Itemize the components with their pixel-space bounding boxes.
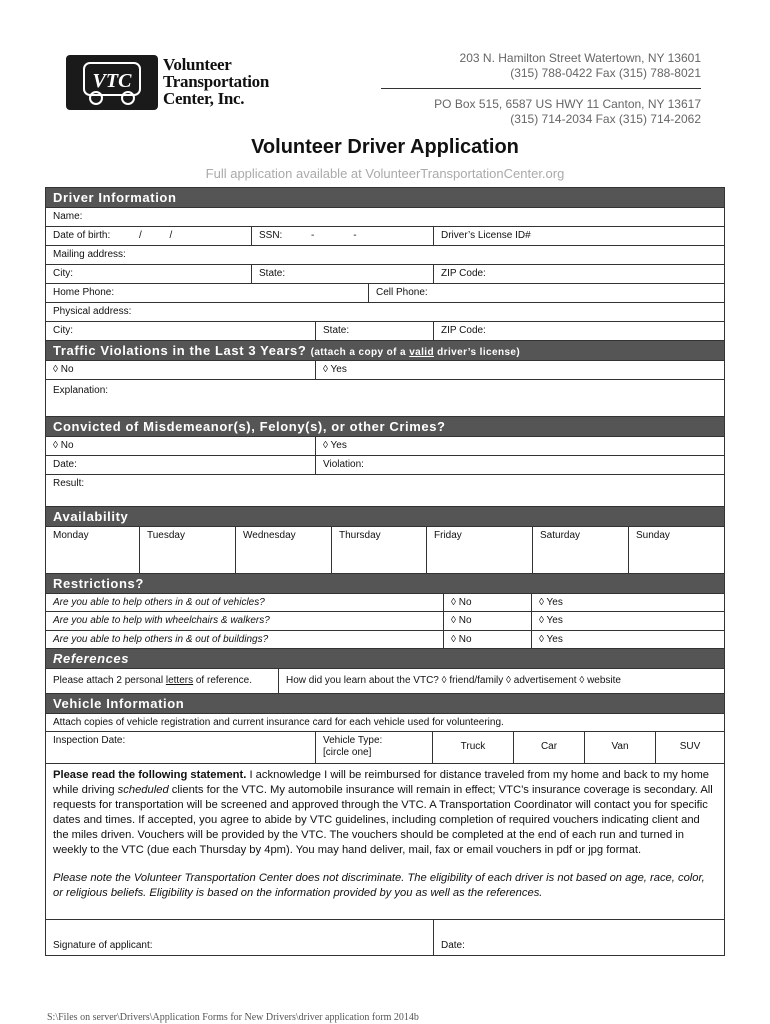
signature-row bbox=[46, 920, 724, 955]
restrictions-header: Restrictions? bbox=[46, 574, 724, 594]
day-sunday[interactable]: Sunday bbox=[636, 530, 670, 541]
non-discrimination-note: Please note the Volunteer Transportation Center does not discriminate. The eligibility of each driver is not based on age, race, color, or religious beliefs. Eligibility is based on the information provided by you as well as the references. bbox=[53, 872, 705, 899]
availability-header: Availability bbox=[46, 507, 724, 527]
day-friday[interactable]: Friday bbox=[427, 527, 533, 573]
dob-row bbox=[46, 227, 724, 246]
vehicle-type-truck[interactable]: Truck bbox=[433, 732, 514, 763]
home-phone-field[interactable]: Home Phone: bbox=[46, 284, 369, 302]
traffic-answer-row bbox=[46, 361, 724, 380]
references-attach-note: Please attach 2 personal letters of reference. bbox=[46, 669, 279, 693]
learn-about-vtc-field[interactable]: How did you learn about the VTC? ◊ friend/family ◊ advertisement ◊ website bbox=[286, 675, 621, 686]
traffic-header-note: (attach a copy of a valid driver’s license) bbox=[310, 347, 521, 358]
result-field[interactable]: Result: bbox=[53, 478, 85, 489]
name-field[interactable]: Name: bbox=[53, 211, 83, 222]
statement-text: Please read the following statement. I acknowledge I will be reimbursed for distance traveled from my home and back to my home while driving scheduled clients for the VTC. My automobile insurance will remain in effect; VTC’s insurance coverage is secondary. All requests for transportation will be screened and approved through the VTC. A Transportation Coordinator will contact you for specific dates and times. If accepted, you agree to abide by VTC guidelines, including completion of required vouchers indicating client and the miles driven. Vouchers will be provided by the VTC. The vouchers should be completed at the end of each run and turned in weekly to the VTC (due each Thursday by 4pm). You may hand deliver, mail, fax or email vouchers in pdf or jpg format. Please note the Volunteer Transportation Center does not discriminate. The eligibility of each driver is not based on age, race, color, or religious beliefs. Eligibility is based on the information provided by you as well as the references. bbox=[46, 764, 724, 919]
convicted-header: Convicted of Misdemeanor(s), Felony(s), or other Crimes? bbox=[46, 417, 724, 437]
logo-line-1: Volunteer bbox=[163, 55, 232, 74]
statement-lead: Please read the following statement. bbox=[53, 769, 247, 781]
physical-city-row bbox=[46, 322, 724, 341]
convicted-date-field[interactable]: Date: bbox=[46, 456, 316, 474]
dob-label: Date of birth: bbox=[53, 230, 111, 241]
vehicle-type-suv[interactable]: SUV bbox=[679, 741, 701, 752]
explanation-row bbox=[46, 380, 724, 417]
convicted-answer-row bbox=[46, 437, 724, 456]
cell-phone-field[interactable]: Cell Phone: bbox=[376, 287, 428, 298]
traffic-yes-option[interactable]: ◊ Yes bbox=[323, 364, 347, 375]
references-header: References bbox=[46, 649, 724, 669]
restriction-2-no-option[interactable]: ◊ No bbox=[444, 612, 532, 630]
vehicle-attach-note: Attach copies of vehicle registration and current insurance card for each vehicle used for volunteering. bbox=[53, 717, 504, 728]
restriction-question-2: Are you able to help with wheelchairs & walkers? bbox=[46, 612, 444, 630]
restriction-1-yes-option[interactable]: ◊ Yes bbox=[539, 597, 563, 608]
address-watertown bbox=[460, 51, 701, 81]
logo-wordmark bbox=[163, 56, 269, 107]
page-subtitle: Full application available at VolunteerTransportationCenter.org bbox=[205, 166, 565, 181]
signature-date-field[interactable]: Date: bbox=[441, 940, 465, 951]
address-canton bbox=[434, 97, 701, 127]
mailing-city-row bbox=[46, 265, 724, 284]
restriction-2-yes-option[interactable]: ◊ Yes bbox=[539, 615, 563, 626]
page-title: Volunteer Driver Application bbox=[251, 136, 519, 158]
ssn-field[interactable] bbox=[252, 227, 434, 245]
file-path-footer: S:\Files on server\Drivers\Application Forms for New Drivers\driver application form 2014b bbox=[47, 1012, 419, 1023]
mailing-row bbox=[46, 246, 724, 265]
vehicle-attach-row bbox=[46, 714, 724, 732]
phone-row bbox=[46, 284, 724, 303]
application-form bbox=[45, 187, 725, 956]
restriction-row-1 bbox=[46, 594, 724, 612]
restriction-question-3: Are you able to help others in & out of buildings? bbox=[46, 631, 444, 648]
address-watertown-phone: (315) 788-0422 Fax (315) 788-8021 bbox=[510, 66, 701, 80]
logo-line-3: Center, Inc. bbox=[163, 89, 245, 108]
address-watertown-street: 203 N. Hamilton Street Watertown, NY 13601 bbox=[459, 51, 701, 65]
convicted-date-row bbox=[46, 456, 724, 475]
mailing-address-field[interactable]: Mailing address: bbox=[53, 249, 126, 260]
address-divider bbox=[381, 88, 701, 89]
references-row bbox=[46, 669, 724, 694]
restriction-row-2 bbox=[46, 612, 724, 631]
license-field[interactable]: Driver’s License ID# bbox=[441, 230, 531, 241]
restriction-3-yes-option[interactable]: ◊ Yes bbox=[539, 634, 563, 645]
dob-field[interactable] bbox=[46, 227, 252, 245]
physical-zip-field[interactable]: ZIP Code: bbox=[441, 325, 486, 336]
mailing-zip-field[interactable]: ZIP Code: bbox=[441, 268, 486, 279]
address-canton-street: PO Box 515, 6587 US HWY 11 Canton, NY 13617 bbox=[434, 97, 701, 111]
restriction-1-no-option[interactable]: ◊ No bbox=[444, 594, 532, 611]
convicted-no-option[interactable]: ◊ No bbox=[46, 437, 316, 455]
physical-state-field[interactable]: State: bbox=[316, 322, 434, 340]
traffic-header bbox=[46, 341, 724, 361]
mailing-city-field[interactable]: City: bbox=[46, 265, 252, 283]
ssn-separators: - - bbox=[311, 230, 357, 241]
mailing-state-field[interactable]: State: bbox=[252, 265, 434, 283]
traffic-no-option[interactable]: ◊ No bbox=[46, 361, 316, 379]
availability-row bbox=[46, 527, 724, 574]
vehicle-type-van[interactable]: Van bbox=[585, 732, 656, 763]
ssn-label: SSN: bbox=[259, 230, 283, 241]
convicted-yes-option[interactable]: ◊ Yes bbox=[323, 440, 347, 451]
violation-field[interactable]: Violation: bbox=[323, 459, 364, 470]
inspection-date-field[interactable]: Inspection Date: bbox=[46, 732, 316, 763]
result-row bbox=[46, 475, 724, 507]
physical-row bbox=[46, 303, 724, 322]
day-thursday[interactable]: Thursday bbox=[332, 527, 427, 573]
bus-wheels-icon bbox=[66, 55, 158, 110]
signature-field[interactable]: Signature of applicant: bbox=[46, 920, 434, 955]
day-saturday[interactable]: Saturday bbox=[533, 527, 629, 573]
vtc-logo bbox=[66, 55, 158, 110]
restriction-row-3 bbox=[46, 631, 724, 649]
driver-info-header: Driver Information bbox=[46, 188, 724, 208]
day-tuesday[interactable]: Tuesday bbox=[140, 527, 236, 573]
physical-address-field[interactable]: Physical address: bbox=[53, 306, 132, 317]
restriction-3-no-option[interactable]: ◊ No bbox=[444, 631, 532, 648]
address-canton-phone: (315) 714-2034 Fax (315) 714-2062 bbox=[510, 112, 701, 126]
logo-mark: VTC bbox=[92, 70, 132, 92]
name-row bbox=[46, 208, 724, 227]
vehicle-type-car[interactable]: Car bbox=[514, 732, 585, 763]
day-monday[interactable]: Monday bbox=[46, 527, 140, 573]
dob-separators: / / bbox=[139, 230, 173, 241]
physical-city-field[interactable]: City: bbox=[46, 322, 316, 340]
traffic-header-title: Traffic Violations in the Last 3 Years? bbox=[53, 343, 307, 358]
restriction-question-1: Are you able to help others in & out of vehicles? bbox=[46, 594, 444, 611]
day-wednesday[interactable]: Wednesday bbox=[236, 527, 332, 573]
statement-row bbox=[46, 764, 724, 920]
logo-line-2: Transportation bbox=[163, 72, 269, 91]
explanation-field[interactable]: Explanation: bbox=[53, 385, 109, 396]
vehicle-header: Vehicle Information bbox=[46, 694, 724, 714]
vehicle-type-label: Vehicle Type: [circle one] bbox=[316, 732, 433, 763]
vehicle-type-row bbox=[46, 732, 724, 764]
